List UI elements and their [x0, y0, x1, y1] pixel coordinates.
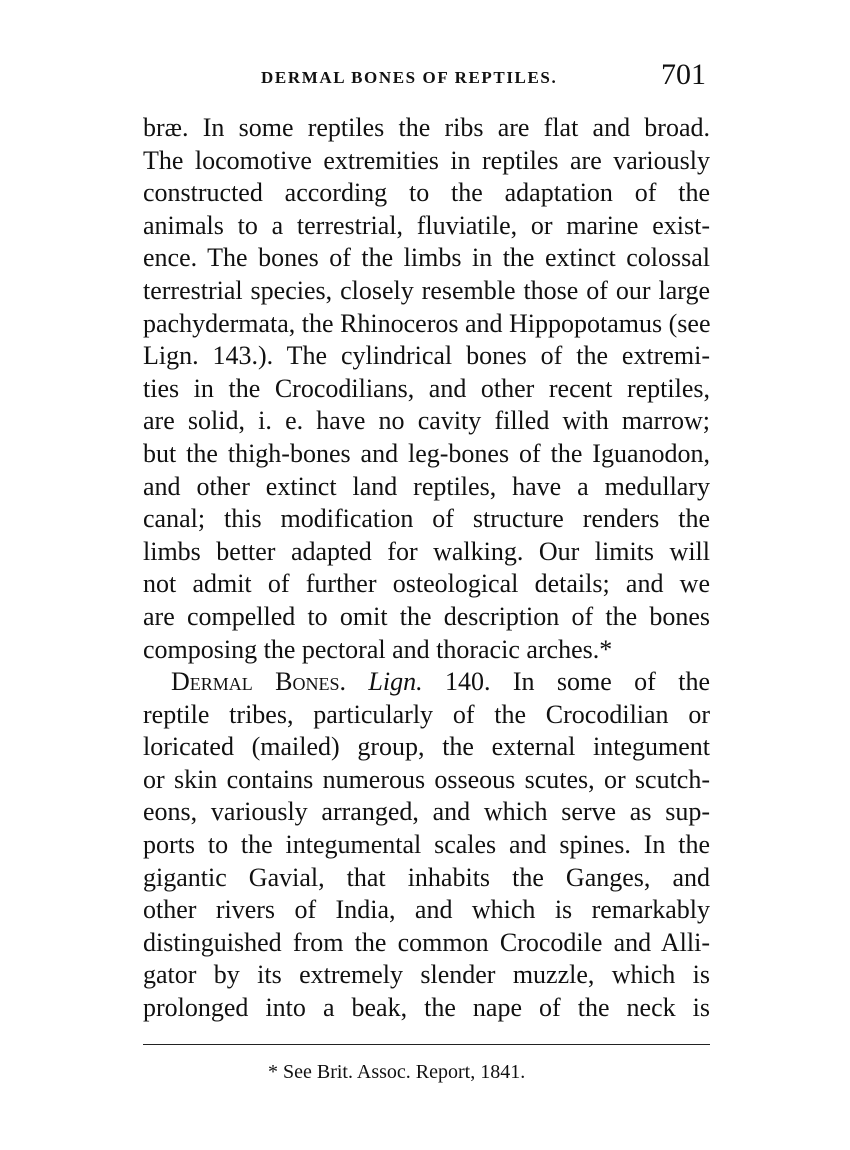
text-line: canal; this modification of structure renders the: [143, 504, 710, 534]
text-line: but the thigh-bones and leg-bones of the Iguanodon,: [143, 438, 710, 468]
text-line: gigantic Gavial, that inhabits the Ganges, and: [143, 862, 710, 892]
text-line: ties in the Crocodilians, and other recent reptiles,: [143, 373, 710, 403]
text-line: limbs better adapted for walking. Our limits will: [143, 536, 710, 566]
text-line: ence. The bones of the limbs in the extinct colossal: [143, 243, 710, 273]
page-number: 701: [661, 58, 706, 91]
text-line: are solid, i. e. have no cavity filled with marrow;: [143, 406, 710, 436]
body-text: [143, 112, 710, 1025]
section-heading-line: [143, 666, 710, 699]
text-line: or skin contains numerous osseous scutes, or scutch-: [143, 764, 710, 794]
text-line: distinguished from the common Crocodile and Alli-: [143, 927, 710, 957]
text-segment: 140. In some of the: [422, 667, 710, 697]
text-line: animals to a terrestrial, fluviatile, or marine exist-: [143, 210, 710, 240]
page-header: [143, 58, 710, 98]
section-heading: Dermal Bones.: [171, 667, 347, 697]
text-line: bræ. In some reptiles the ribs are flat and broad.: [143, 113, 710, 142]
text-line: gator by its extremely slender muzzle, which is: [143, 960, 710, 990]
text-line: composing the pectoral and thoracic arches.*: [143, 634, 613, 664]
text-line: Lign. 143.). The cylindrical bones of the extremi-: [143, 341, 710, 371]
text-line: terrestrial species, closely resemble those of our large: [143, 275, 710, 305]
running-head: DERMAL BONES OF REPTILES.: [261, 68, 558, 87]
text-line: not admit of further osteological details; and we: [143, 569, 710, 599]
text-line: other rivers of India, and which is remarkably: [143, 895, 710, 925]
text-line: prolonged into a beak, the nape of the neck is: [143, 993, 710, 1023]
text-line: loricated (mailed) group, the external integument: [143, 732, 710, 762]
text-line: constructed according to the adaptation of the: [143, 178, 710, 208]
figure-reference: Lign.: [368, 667, 423, 697]
text-line: are compelled to omit the description of the bones: [143, 601, 710, 631]
text-line: and other extinct land reptiles, have a medullary: [143, 471, 710, 501]
text-line: reptile tribes, particularly of the Crocodilian or: [143, 699, 710, 729]
footnote-divider: [143, 1044, 710, 1045]
text-line: ports to the integumental scales and spines. In the: [143, 830, 710, 860]
text-line: eons, variously arranged, and which serve as sup-: [143, 797, 710, 827]
text-line: The locomotive extremities in reptiles are variously: [143, 145, 710, 175]
footnote: * See Brit. Assoc. Report, 1841.: [268, 1061, 526, 1083]
text-line: pachydermata, the Rhinoceros and Hippopotamus (see: [143, 308, 711, 338]
